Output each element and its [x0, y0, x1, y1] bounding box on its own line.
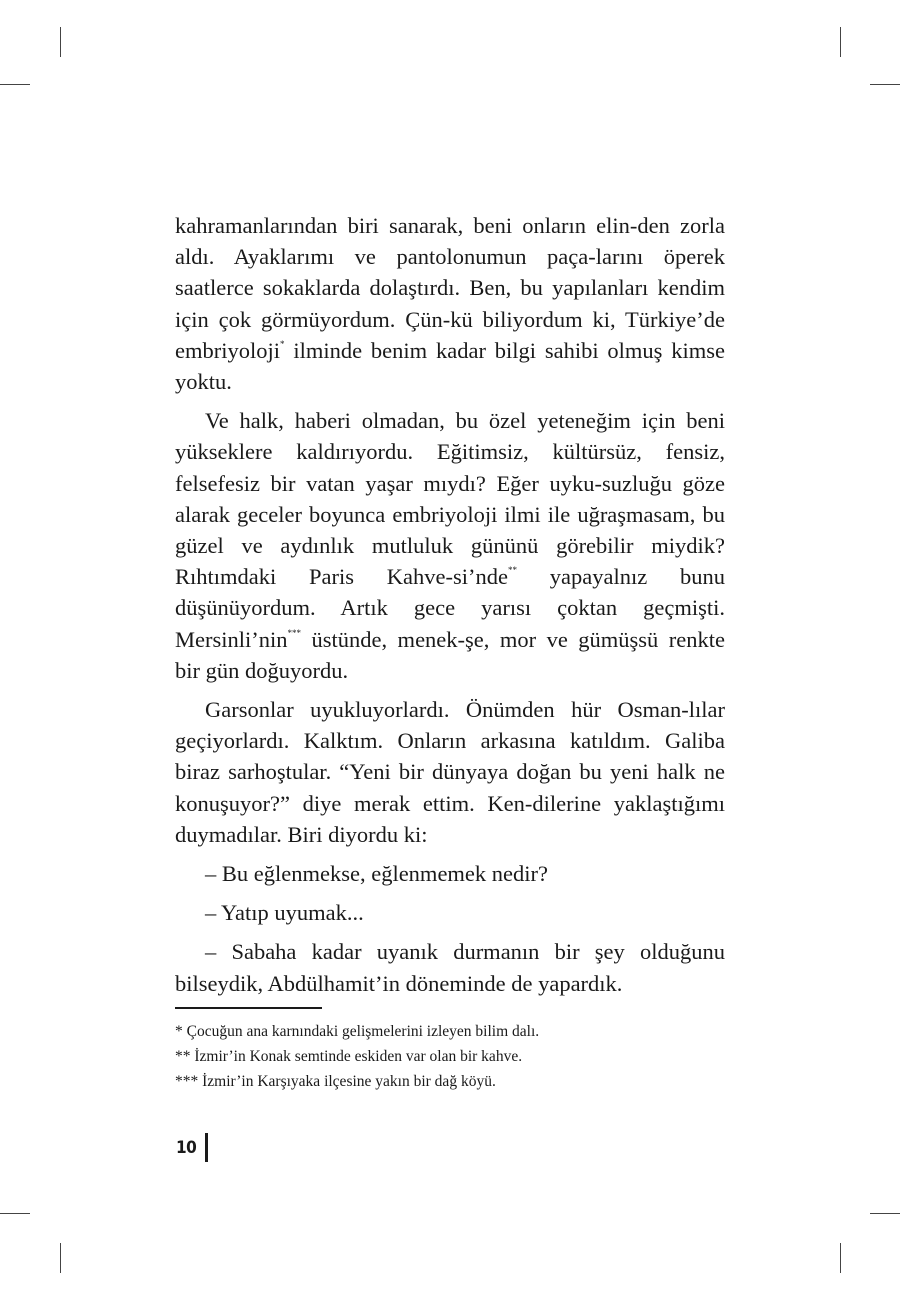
crop-mark — [60, 1243, 61, 1273]
paragraph-1: kahramanlarından biri sanarak, beni onların elin-den zorla aldı. Ayaklarımı ve pantolonumun paça-larını öperek saatlerce sokaklarda dolaştırdı. Ben, bu yapılanları kendim için çok görmüyordum. Çün-kü biliyordum ki, Türkiye’de embriyoloji* ilminde benim kadar bilgi sahibi olmuş kimse yoktu. — [175, 213, 725, 395]
crop-mark — [0, 84, 30, 85]
footnote-mark-1: * — [280, 338, 285, 349]
dialogue-line: – Yatıp uyumak... — [205, 900, 364, 926]
page-number-bar — [205, 1133, 208, 1162]
footnote-mark-2: ** — [508, 565, 517, 576]
dialogue-line: – Bu eğlenmekse, eğlenmemek nedir? — [205, 861, 549, 887]
crop-mark — [840, 27, 841, 57]
footnote-3: *** İzmir’in Karşıyaka ilçesine yakın bir dağ köyü. — [175, 1073, 496, 1090]
paragraph-2: Ve halk, haberi olmadan, bu özel yeteneğim için beni yükseklere kaldırıyordu. Eğitimsiz, kültürsüz, fensiz, felsefesiz bir vatan yaşar mıydı? Eğer uyku-suzluğu göze alarak geceler boyunca embriyoloji ilmi ile uğraşmasam, bu güzel ve aydınlık mutluluk gününü görebilir miydik? Rıhtımdaki Paris Kahve-si’nde** yapayalnız bunu düşünüyordum. Artık gece yarısı çoktan geçmişti. Mersinli’nin*** üstünde, menek-şe, mor ve gümüşsü renkte bir gün doğuyordu. — [175, 408, 725, 683]
crop-mark — [0, 1213, 30, 1214]
footnotes — [175, 1019, 735, 1094]
dialogue-line: – Sabaha kadar uyanık durmanın bir şey olduğunu bilseydik, Abdülhamit’in döneminde de yapardık. — [175, 939, 725, 996]
footnote-2: ** İzmir’in Konak semtinde eskiden var olan bir kahve. — [175, 1048, 523, 1065]
footnote-1: * Çocuğun ana karnındaki gelişmelerini izleyen bilim dalı. — [175, 1023, 540, 1040]
crop-mark — [60, 27, 61, 57]
paragraph-3: Garsonlar uyukluyorlardı. Önümden hür Osman-lılar geçiyorlardı. Kalktım. Onların arkasına katıldım. Galiba biraz sarhoştular. “Yeni bir dünyaya doğan bu yeni halk ne konuşuyor?” diye merak ettim. Ken-dilerine yaklaştığımı duymadılar. Biri diyordu ki: — [175, 697, 725, 847]
page-number: 10 — [176, 1138, 197, 1158]
crop-mark — [840, 1243, 841, 1273]
body-text — [175, 210, 725, 1007]
footnote-mark-3: *** — [287, 627, 301, 638]
footnote-rule — [175, 1007, 322, 1009]
crop-mark — [870, 1213, 900, 1214]
crop-mark — [870, 84, 900, 85]
